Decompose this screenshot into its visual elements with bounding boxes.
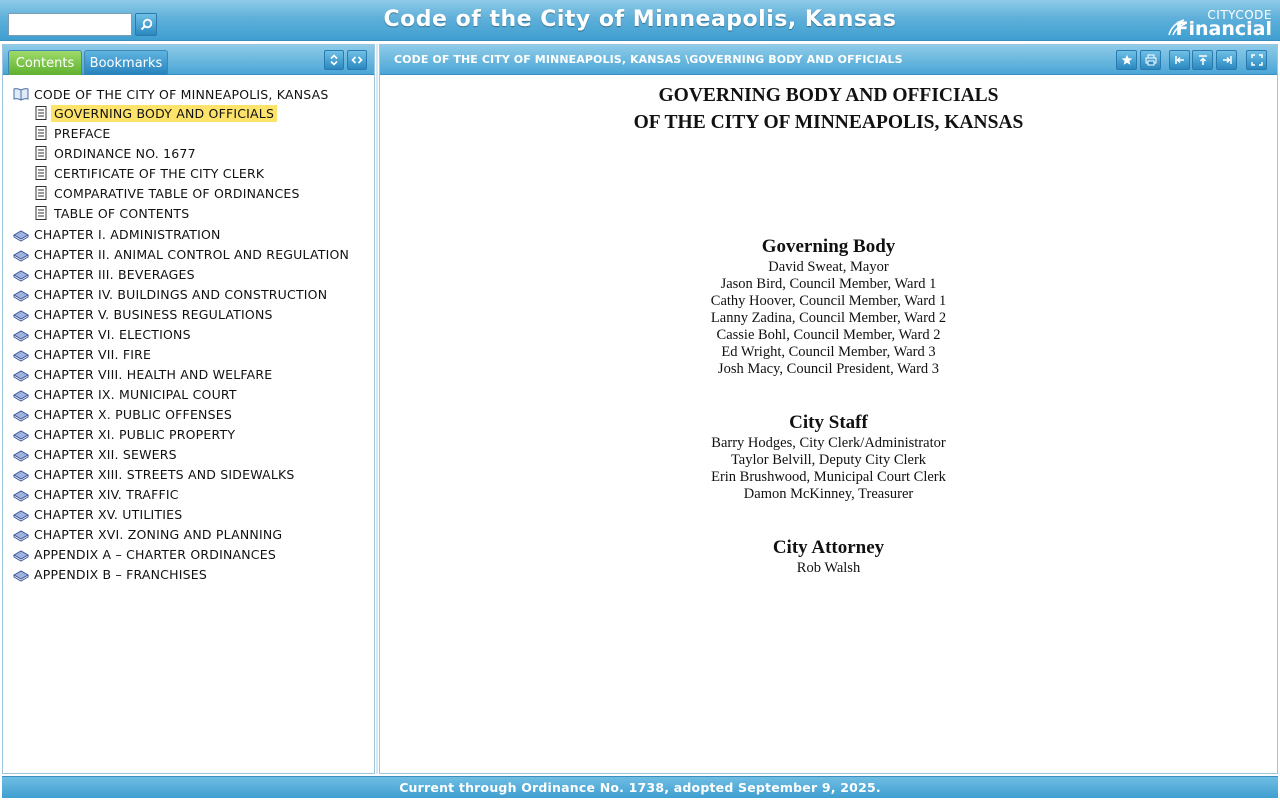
toc-item-label: CHAPTER XII. SEWERS <box>34 446 177 462</box>
toc-item-label: CHAPTER XVI. ZONING AND PLANNING <box>34 526 283 542</box>
brand-bottom-text: Financial <box>1175 18 1272 40</box>
official-entry: Barry Hodges, City Clerk/Administrator <box>711 435 946 451</box>
closed-book-icon <box>13 446 29 462</box>
document-icon <box>33 105 49 121</box>
toc-item-label: CERTIFICATE OF THE CITY CLERK <box>54 165 265 181</box>
closed-book-icon <box>13 286 29 302</box>
toc-item-label: CHAPTER XIII. STREETS AND SIDEWALKS <box>34 466 295 482</box>
toc-item[interactable] <box>33 124 111 142</box>
section-heading: City Staff <box>789 412 868 433</box>
document-icon <box>33 205 49 221</box>
breadcrumb: CODE OF THE CITY OF MINNEAPOLIS, KANSAS \GOVERNING BODY AND OFFICIALS <box>394 53 903 66</box>
official-entry: Lanny Zadina, Council Member, Ward 2 <box>710 310 947 326</box>
toc-item[interactable] <box>13 525 282 543</box>
closed-book-icon <box>13 366 29 382</box>
toc-item[interactable] <box>13 405 232 423</box>
document-toolbar <box>380 45 1277 75</box>
toc-item[interactable] <box>13 565 207 583</box>
section-heading: City Attorney <box>772 537 885 558</box>
closed-book-icon <box>13 346 29 362</box>
toc-item-label: APPENDIX A – CHARTER ORDINANCES <box>34 546 276 562</box>
official-entry: Cathy Hoover, Council Member, Ward 1 <box>710 293 947 309</box>
toc-item[interactable] <box>13 505 182 523</box>
toc-item[interactable] <box>13 445 177 463</box>
toc-item-label: GOVERNING BODY AND OFFICIALS <box>51 105 277 122</box>
star-icon <box>1121 54 1133 66</box>
toc-item-label: CHAPTER VIII. HEALTH AND WELFARE <box>34 366 273 382</box>
panel-toolbar <box>3 45 374 75</box>
toc-item[interactable] <box>33 204 189 222</box>
toc-item[interactable] <box>13 545 276 563</box>
document-icon <box>33 185 49 201</box>
brand-logo <box>1168 8 1272 38</box>
official-entry: Jason Bird, Council Member, Ward 1 <box>720 276 937 292</box>
toc-item[interactable] <box>13 225 221 243</box>
closed-book-icon <box>13 426 29 442</box>
official-entry: Taylor Belvill, Deputy City Clerk <box>730 452 927 468</box>
print-button[interactable] <box>1140 50 1161 70</box>
closed-book-icon <box>13 526 29 542</box>
toc-item-label: COMPARATIVE TABLE OF ORDINANCES <box>54 185 300 201</box>
section-heading: Governing Body <box>761 236 896 257</box>
toc-item[interactable] <box>13 425 235 443</box>
closed-book-icon <box>13 326 29 342</box>
document-title: GOVERNING BODY AND OFFICIALS <box>658 85 999 106</box>
tab-contents[interactable]: Contents <box>8 50 82 75</box>
open-book-icon <box>13 86 29 102</box>
panel-splitter[interactable] <box>376 44 378 774</box>
document-icon <box>33 145 49 161</box>
toc-item-label: CHAPTER XV. UTILITIES <box>34 506 183 522</box>
closed-book-icon <box>13 306 29 322</box>
toc-item-label: CHAPTER II. ANIMAL CONTROL AND REGULATION <box>34 246 350 262</box>
toc-item[interactable] <box>13 385 237 403</box>
toc-item-label: CHAPTER IV. BUILDINGS AND CONSTRUCTION <box>34 286 328 302</box>
toc-item[interactable] <box>13 285 327 303</box>
official-entry: Cassie Bohl, Council Member, Ward 2 <box>716 327 941 343</box>
expand-collapse-button[interactable] <box>324 50 344 70</box>
closed-book-icon <box>13 226 29 242</box>
toc-item-label: CHAPTER I. ADMINISTRATION <box>34 226 221 242</box>
official-entry: Josh Macy, Council President, Ward 3 <box>717 361 940 377</box>
skip-next-icon <box>1221 54 1233 66</box>
previous-section-button[interactable] <box>1169 50 1190 70</box>
toc-item-label: CHAPTER XIV. TRAFFIC <box>34 486 179 502</box>
up-to-top-icon <box>1197 54 1209 66</box>
fullscreen-button[interactable] <box>1246 50 1267 70</box>
toc-item[interactable] <box>13 245 349 263</box>
official-entry: Ed Wright, Council Member, Ward 3 <box>721 344 936 360</box>
toggle-width-button[interactable] <box>347 50 367 70</box>
closed-book-icon <box>13 546 29 562</box>
toc-item[interactable] <box>33 164 264 182</box>
parent-section-button[interactable] <box>1192 50 1213 70</box>
closed-book-icon <box>13 486 29 502</box>
next-section-button[interactable] <box>1216 50 1237 70</box>
closed-book-icon <box>13 506 29 522</box>
document-icon <box>33 125 49 141</box>
expand-vertical-icon <box>329 54 339 66</box>
document-panel <box>379 44 1278 774</box>
document-icon <box>33 165 49 181</box>
closed-book-icon <box>13 266 29 282</box>
toc-item-label: CHAPTER IX. MUNICIPAL COURT <box>34 386 237 402</box>
brand-top-text: CITYCODE <box>1207 8 1272 22</box>
app-title: Code of the City of Minneapolis, Kansas <box>383 7 897 32</box>
toc-item-label: APPENDIX B – FRANCHISES <box>34 566 207 582</box>
toc-item-label: CHAPTER VI. ELECTIONS <box>34 326 191 342</box>
toc-item[interactable] <box>13 265 195 283</box>
toc-item[interactable] <box>33 144 196 162</box>
toc-item-label: CHAPTER XI. PUBLIC PROPERTY <box>34 426 236 442</box>
official-entry: David Sweat, Mayor <box>768 259 889 275</box>
contents-panel <box>2 44 375 774</box>
toc-item-label: TABLE OF CONTENTS <box>54 205 190 221</box>
official-entry: Damon McKinney, Treasurer <box>743 486 914 502</box>
toc-item-label: CHAPTER VII. FIRE <box>34 346 152 362</box>
bookmark-button[interactable] <box>1116 50 1137 70</box>
toc-item-label: ORDINANCE NO. 1677 <box>54 145 196 161</box>
app-header <box>0 0 1280 41</box>
closed-book-icon <box>13 406 29 422</box>
toc-item[interactable] <box>13 85 329 103</box>
official-entry: Rob Walsh <box>796 560 861 576</box>
toc-item[interactable] <box>13 465 295 483</box>
printer-icon <box>1145 54 1157 66</box>
skip-previous-icon <box>1174 54 1186 66</box>
official-entry: Erin Brushwood, Municipal Court Clerk <box>711 469 946 485</box>
toc-item-label: CODE OF THE CITY OF MINNEAPOLIS, KANSAS <box>34 86 329 102</box>
fullscreen-icon <box>1251 54 1263 66</box>
toc-item-label: CHAPTER III. BEVERAGES <box>34 266 195 282</box>
toc-item[interactable] <box>33 184 300 202</box>
tab-bookmarks[interactable]: Bookmarks <box>84 50 168 75</box>
closed-book-icon <box>13 386 29 402</box>
toc-item-label: CHAPTER X. PUBLIC OFFENSES <box>34 406 232 422</box>
document-subtitle: OF THE CITY OF MINNEAPOLIS, KANSAS <box>633 112 1024 133</box>
closed-book-icon <box>13 246 29 262</box>
toc-item[interactable] <box>13 345 151 363</box>
toc-item[interactable] <box>13 365 272 383</box>
toc-item-label: CHAPTER V. BUSINESS REGULATIONS <box>34 306 273 322</box>
toc-item[interactable] <box>33 104 277 122</box>
toc-item[interactable] <box>13 325 191 343</box>
toc-item-label: PREFACE <box>54 125 111 141</box>
toc-item[interactable] <box>13 305 273 323</box>
expand-horizontal-icon <box>351 55 363 65</box>
status-footer: Current through Ordinance No. 1738, adopted September 9, 2025. <box>2 776 1278 798</box>
toc-item[interactable] <box>13 485 179 503</box>
closed-book-icon <box>13 566 29 582</box>
closed-book-icon <box>13 466 29 482</box>
